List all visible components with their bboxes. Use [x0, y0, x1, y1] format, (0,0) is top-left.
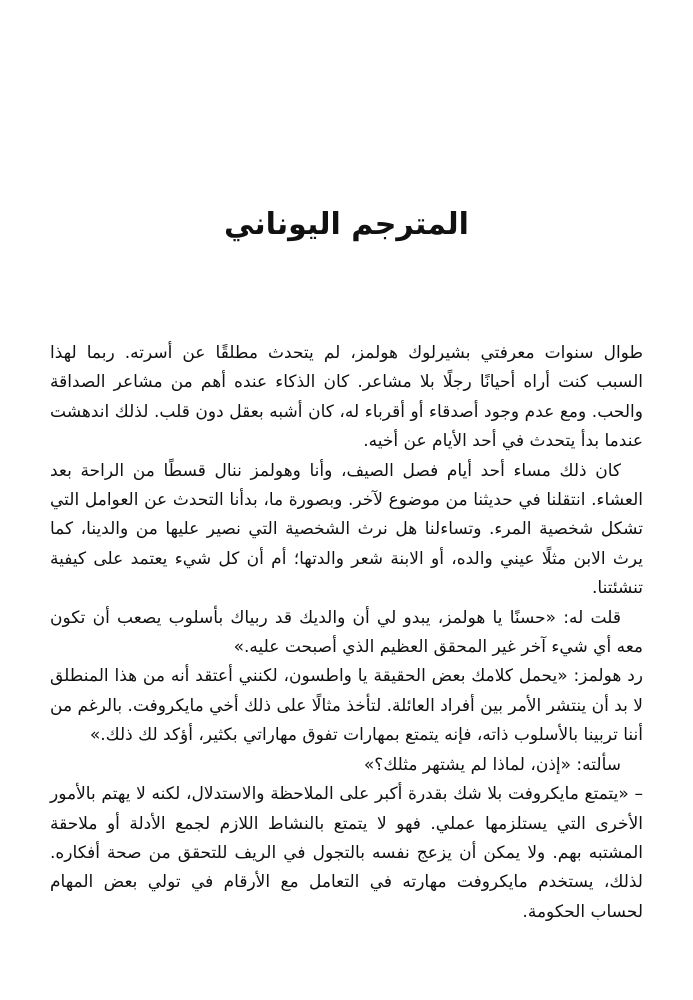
chapter-title: المترجم اليوناني	[224, 207, 469, 242]
paragraph-6: – «يتمتع مايكروفت بلا شك بقدرة أكبر على الملاحظة والاستدلال، لكنه لا يهتم بالأمور الأخرى التي يستلزمها عملي. فهو لا يتمتع بالنشاط اللازم لجمع الأدلة أو ملاحقة المشتبه بهم. ولا يمكن أن يزعج نفسه بالتجول في الريف للتحقق من صحة أفكاره. لذلك، يستخدم مايكروفت مهارته في التعامل مع الأرقام في تولي بعض المهام لحساب الحكومة.	[50, 784, 643, 922]
paragraph-3: قلت له: «حسنًا يا هولمز، يبدو لي أن والديك قد ربياك بأسلوب يصعب أن تكون معه أي شيء آخر غير المحقق العظيم الذي أصبحت عليه.»	[50, 607, 643, 658]
chapter-body	[50, 339, 643, 927]
paragraph-5: سألته: «إذن، لماذا لم يشتهر مثلك؟»	[363, 754, 621, 775]
paragraph-4: رد هولمز: «يحمل كلامك بعض الحقيقة يا واطسون، لكنني أعتقد أنه من هذا المنطلق لا بد أن ينتشر الأمر بين أفراد العائلة. لتأخذ مثالًا على ذلك أخي مايكروفت. بالرغم من أننا تربينا بالأسلوب ذاته، فإنه يتمتع بمهارات تفوق مهاراتي بكثير، أؤكد لك ذلك.»	[50, 666, 643, 746]
paragraph-1: طوال سنوات معرفتي بشيرلوك هولمز، لم يتحدث مطلقًا عن أسرته. ربما لهذا السبب كنت أراه أحيانًا رجلًا بلا مشاعر. كان الذكاء عنده أهم من مشاعر الصداقة والحب. ومع عدم وجود أصدقاء أو أقرباء له، كان أشبه بعقل دون قلب. لذلك اندهشت عندما بدأ يتحدث في أحد الأيام عن أخيه.	[50, 343, 643, 452]
paragraph-2: كان ذلك مساء أحد أيام فصل الصيف، وأنا وهولمز ننال قسطًا من الراحة بعد العشاء. انتقلنا في حديثنا من موضوع لآخر. وبصورة ما، بدأنا التحدث عن العوامل التي تشكل شخصية المرء. وتساءلنا هل نرث الشخصية التي نصير عليها من والدينا، كما يرث الابن مثلًا عيني والده، أو الابنة شعر والدتها؛ أم أن كل شيء يعتمد على كيفية تنشئتنا.	[50, 460, 643, 599]
